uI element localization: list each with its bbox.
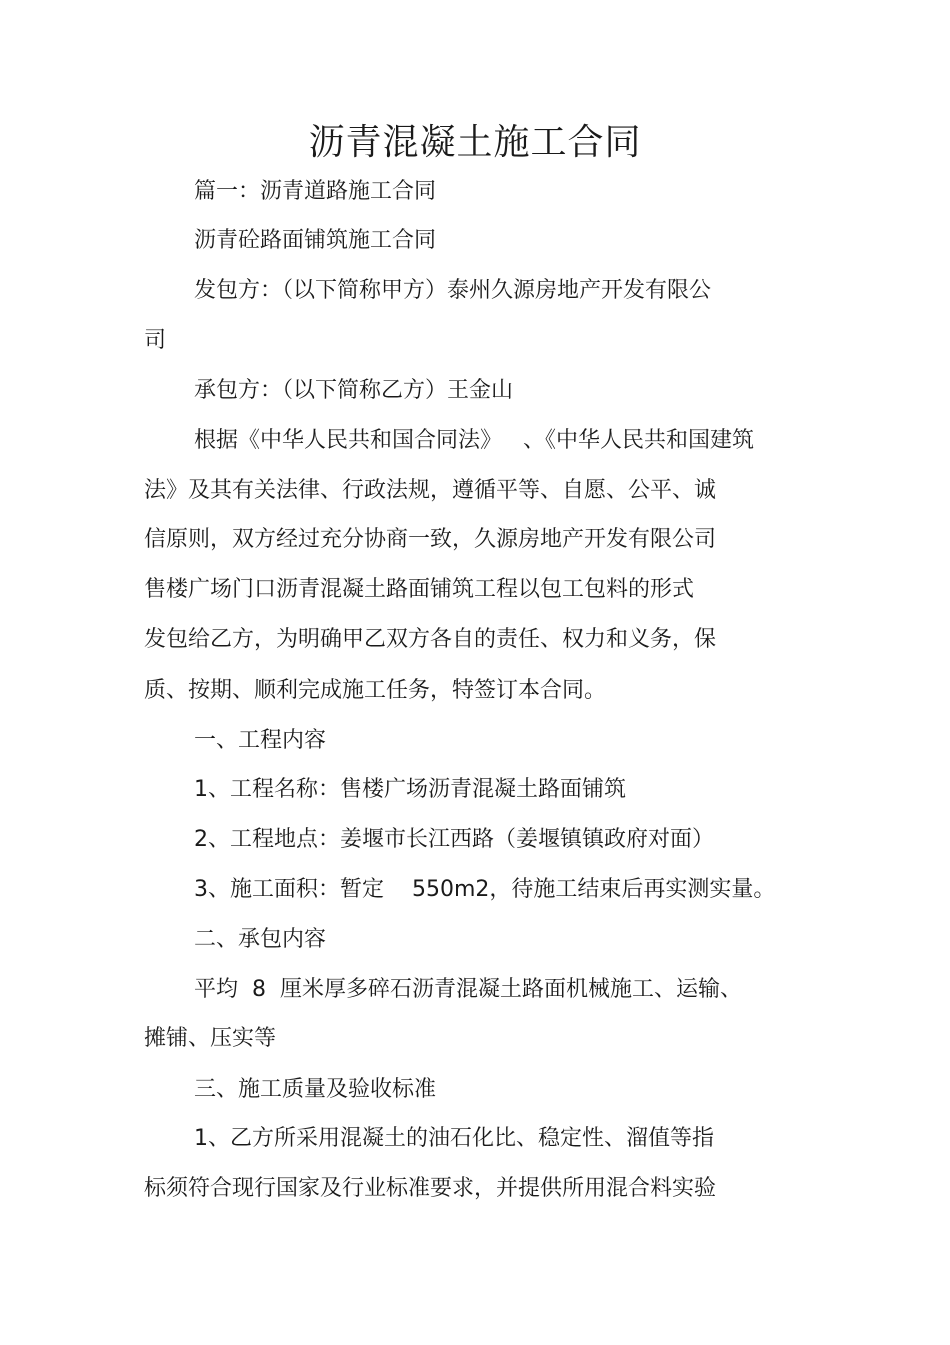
list-item: 1、乙方所采用混凝土的油石化比、稳定性、溜值等指 <box>194 1126 714 1151</box>
list-item: 3、施工面积：暂定 550m2，待施工结束后再实测实量。 <box>194 877 776 902</box>
list-item: 2、工程地点：姜堰市长江西路（姜堰镇镇政府对面） <box>194 827 714 852</box>
section-heading: 三、施工质量及验收标准 <box>194 1077 437 1102</box>
party-b-line: 承包方：（以下简称乙方）王金山 <box>194 378 514 403</box>
party-a-line-cont: 司 <box>144 328 167 353</box>
section-heading-part-one: 篇一：沥青道路施工合同 <box>194 179 437 204</box>
paragraph-line: 根据《中华人民共和国合同法》 、《中华人民共和国建筑 <box>194 428 754 453</box>
paragraph-line: 摊铺、压实等 <box>144 1026 277 1051</box>
paragraph-line: 信原则，双方经过充分协商一致，久源房地产开发有限公司 <box>144 527 717 552</box>
paragraph-line: 售楼广场门口沥青混凝土路面铺筑工程以包工包料的形式 <box>144 577 695 602</box>
contract-subtitle: 沥青砼路面铺筑施工合同 <box>194 228 437 253</box>
list-item: 1、工程名称：售楼广场沥青混凝土路面铺筑 <box>194 777 626 802</box>
paragraph-line: 标须符合现行国家及行业标准要求，并提供所用混合料实验 <box>144 1176 717 1201</box>
section-heading: 一、工程内容 <box>194 728 327 753</box>
paragraph-line: 平均 8 厘米厚多碎石沥青混凝土路面机械施工、运输、 <box>194 977 742 1002</box>
section-heading: 二、承包内容 <box>194 927 327 952</box>
paragraph-line: 发包给乙方，为明确甲乙双方各自的责任、权力和义务，保 <box>144 627 717 652</box>
document-title: 沥青混凝土施工合同 <box>308 122 642 163</box>
paragraph-line: 质、按期、顺利完成施工任务，特签订本合同。 <box>144 678 607 703</box>
paragraph-line: 法》及其有关法律、行政法规，遵循平等、自愿、公平、诚 <box>144 478 717 503</box>
party-a-line: 发包方：（以下简称甲方）泰州久源房地产开发有限公 <box>194 278 712 303</box>
